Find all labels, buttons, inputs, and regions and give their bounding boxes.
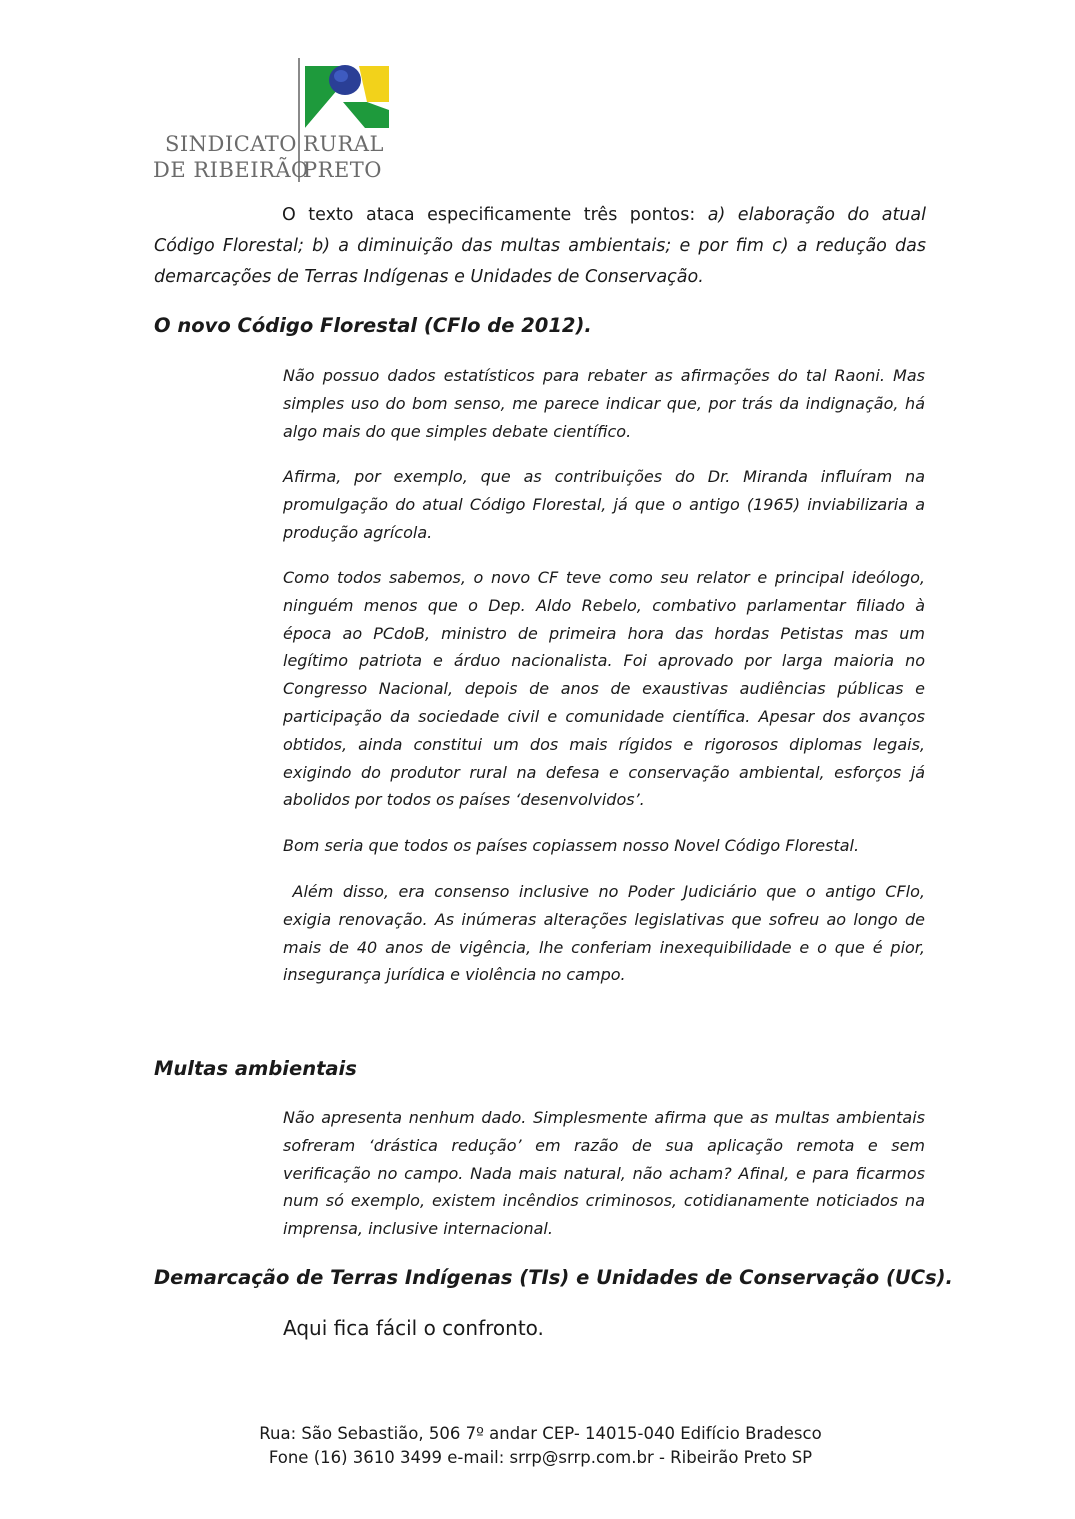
logo-text-line1 [153,132,393,156]
logo-emblem-icon [303,58,393,132]
section1-paragraph-1: Não possuo dados estatísticos para rebater as afirmações do tal Raoni. Mas simples uso do bom senso, me parece indicar que, por trás da indignação, há algo mais do que simples debate científico. [283,366,925,441]
logo-word-sindicato: SINDICATO [165,132,297,156]
section-heading-codigo-florestal: O novo Código Florestal (CFlo de 2012). [154,314,592,337]
section2-paragraph-1: Não apresenta nenhum dado. Simplesmente afirma que as multas ambientais sofreram ‘drástica redução’ em razão de sua aplicação remota e sem verificação no campo. Nada mais natural, não acham? Afinal, e para ficarmos num só exemplo, existem incêndios criminosos, cotidianamente noticiados na imprensa, inclusive internacional. [283,1108,925,1239]
logo-word-preto: PRETO [303,158,382,182]
intro-paragraph [154,200,926,293]
section-heading-multas: Multas ambientais [154,1057,357,1080]
logo-text-line2 [153,158,393,182]
logo-word-ribeirao: DE RIBEIRÃO [153,158,309,182]
logo-word-rural: RURAL [303,132,384,156]
section1-paragraph-4: Bom seria que todos os países copiassem nosso Novel Código Florestal. [283,836,860,855]
section-heading-demarcacao: Demarcação de Terras Indígenas (TIs) e Unidades de Conservação (UCs). [154,1266,953,1289]
footer-contact: Fone (16) 3610 3499 e-mail: srrp@srrp.com.br - Ribeirão Preto SP [268,1448,813,1467]
intro-points: a) elaboração do atual Código Florestal; b) a diminuição das multas ambientais; e por fim c) a redução das demarcações de Terras Indígenas e Unidades de Conservação. [154,205,926,287]
footer-address: Rua: São Sebastião, 506 7º andar CEP- 14015-040 Edifício Bradesco [259,1424,822,1443]
organization-logo [153,58,393,186]
intro-lead: O texto ataca especificamente três pontos: [282,205,708,225]
section1-paragraph-5: Além disso, era consenso inclusive no Poder Judiciário que o antigo CFlo, exigia renovação. As inúmeras alterações legislativas que sofreu ao longo de mais de 40 anos de vigência, lhe conferiam inexequibilidade e o que é pior, insegurança jurídica e violência no campo. [283,882,931,985]
section1-paragraph-2: Afirma, por exemplo, que as contribuições do Dr. Miranda influíram na promulgação do atual Código Florestal, já que o antigo (1965) inviabilizaria a produção agrícola. [283,467,925,542]
section1-paragraph-3: Como todos sabemos, o novo CF teve como seu relator e principal ideólogo, ninguém menos que o Dep. Aldo Rebelo, combativo parlamentar filiado à época ao PCdoB, ministro de primeira hora das hordas Petistas mas um legítimo patriota e árduo nacionalista. Foi aprovado por larga maioria no Congresso Nacional, depois de anos de exaustivas audiências públicas e participação da sociedade civil e comunidade científica. Apesar dos avanços obtidos, ainda constitui um dos mais rígidos e rigorosos diplomas legais, exigindo do produtor rural na defesa e conservação ambiental, esforços já abolidos por todos os países ‘desenvolvidos’. [283,568,925,810]
section3-text: Aqui fica fácil o confronto. [283,1316,544,1340]
